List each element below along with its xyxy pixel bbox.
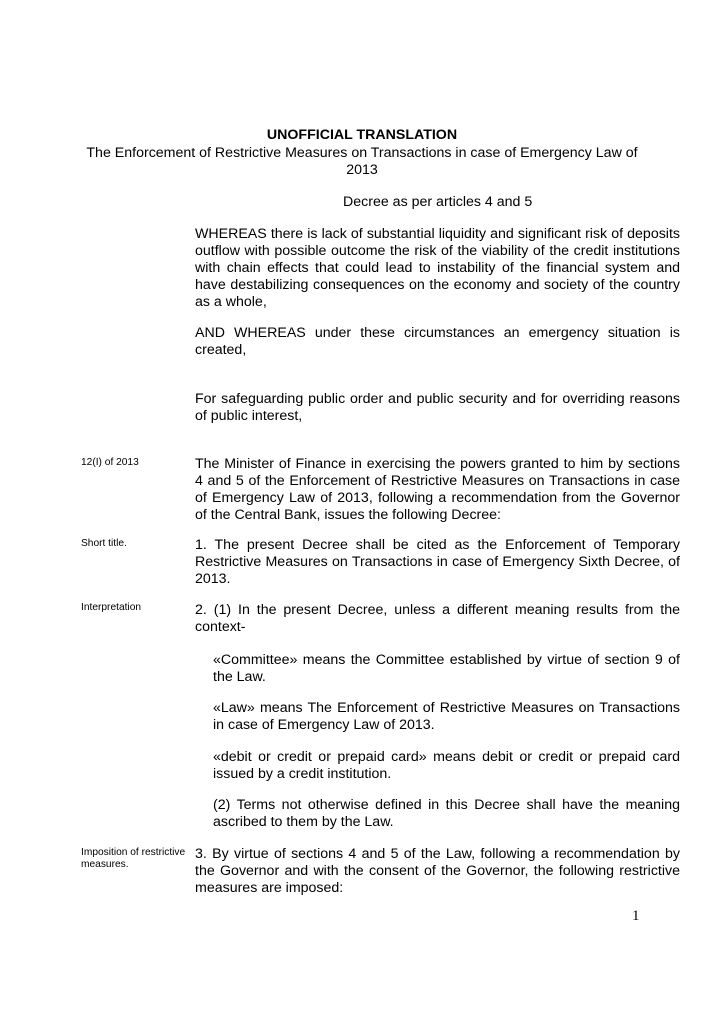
minister-paragraph: The Minister of Finance in exercising the powers granted to him by sections 4 and 5 of the Enforcement of Restrictive Measures on Transactions in case of Emergency Law of 2013, following a recommendation from the Governor of the Central Bank, issues the following Decree: xyxy=(195,456,680,523)
document-title: The Enforcement of Restrictive Measures on Transactions in case of Emergency Law of 2013 xyxy=(86,145,638,178)
section-2-subsection-2: (2) Terms not otherwise defined in this Decree shall have the meaning ascribed to them by the Law. xyxy=(213,797,680,830)
document-label: UNOFFICIAL TRANSLATION xyxy=(266,127,458,143)
decree-basis: Decree as per articles 4 and 5 xyxy=(343,194,533,210)
margin-note-short-title: Short title. xyxy=(81,538,127,549)
section-2-intro: 2. (1) In the present Decree, unless a different meaning results from the context- xyxy=(195,602,680,635)
margin-note-law-ref: 12(I) of 2013 xyxy=(81,457,139,468)
margin-note-interpretation: Interpretation xyxy=(81,602,142,613)
margin-note-imposition: Imposition of restrictive measures. xyxy=(81,847,186,870)
preamble-whereas-2: AND WHEREAS under these circumstances an emergency situation is created, xyxy=(195,325,680,358)
definition-card: «debit or credit or prepaid card» means debit or credit or prepaid card issued by a credit institution. xyxy=(213,749,680,782)
definition-committee: «Committee» means the Committee established by virtue of section 9 of the Law. xyxy=(213,652,680,685)
section-1: 1. The present Decree shall be cited as the Enforcement of Temporary Restrictive Measures on Transactions in case of Emergency Sixth Decree, of 2013. xyxy=(195,537,680,587)
section-3: 3. By virtue of sections 4 and 5 of the Law, following a recommendation by the Governor and with the consent of the Governor, the following restrictive measures are imposed: xyxy=(195,846,680,896)
definition-law: «Law» means The Enforcement of Restrictive Measures on Transactions in case of Emergency Law of 2013. xyxy=(213,700,680,733)
preamble-public-order: For safeguarding public order and public security and for overriding reasons of public interest, xyxy=(195,391,680,424)
preamble-whereas-1: WHEREAS there is lack of substantial liquidity and significant risk of deposits outflow with possible outcome the risk of the viability of the credit institutions with chain effects that could lead to instability of the financial system and have destabilizing consequences on the economy and society of the country as a whole, xyxy=(195,226,680,310)
page-number: 1 xyxy=(632,908,640,924)
